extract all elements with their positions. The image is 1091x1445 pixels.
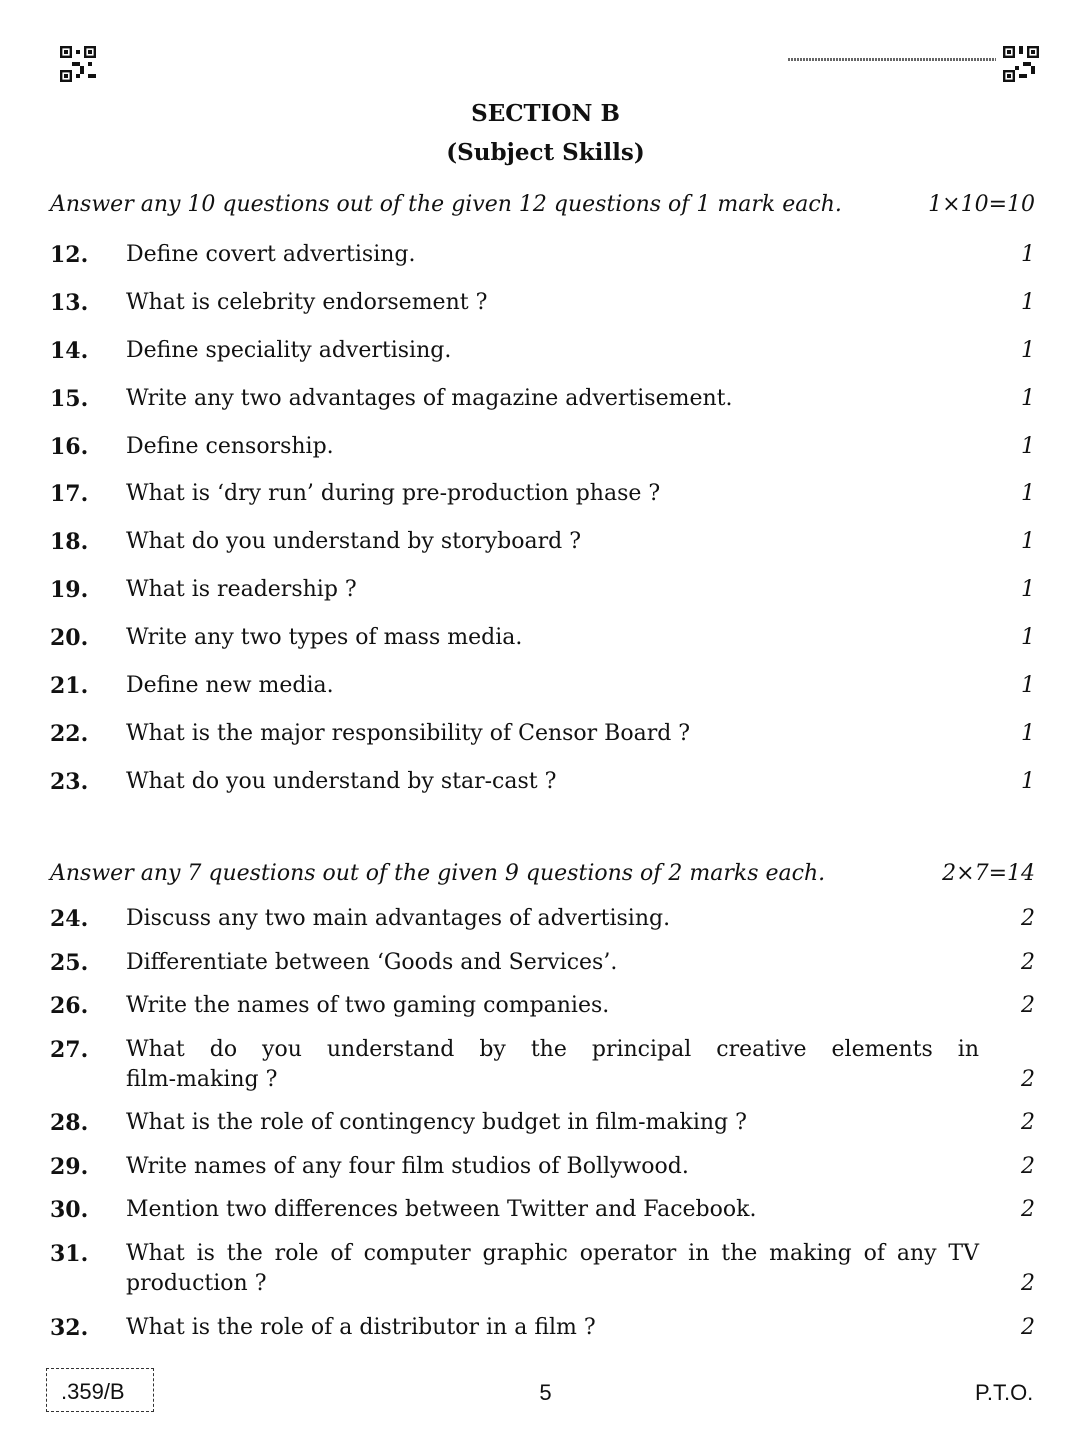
qr-code-left — [60, 46, 96, 82]
question-number: 25. — [50, 950, 89, 976]
question-marks: 2 — [1021, 1315, 1035, 1340]
question-number: 17. — [50, 481, 89, 507]
question-text: Write any two types of mass media. — [126, 625, 523, 650]
question-marks: 2 — [1021, 1197, 1035, 1222]
question-text: What do you understand by star-cast ? — [126, 769, 557, 794]
question-marks: 1 — [1021, 721, 1035, 746]
question-text-line2: film-making ? — [126, 1067, 278, 1092]
question-marks: 2 — [1021, 950, 1035, 975]
question-number: 22. — [50, 721, 89, 747]
question-marks: 2 — [1021, 1271, 1035, 1296]
part2-instruction — [50, 861, 1035, 886]
question-number: 12. — [50, 242, 89, 268]
question-marks: 1 — [1021, 434, 1035, 459]
part2-total-marks: 2×7=14 — [942, 861, 1035, 886]
question-marks: 1 — [1021, 769, 1035, 794]
question-text: Define censorship. — [126, 434, 334, 459]
question-number: 14. — [50, 338, 89, 364]
question-marks: 1 — [1021, 625, 1035, 650]
question-number: 29. — [50, 1154, 89, 1180]
question-text: What is the role of contingency budget in film-making ? — [126, 1110, 747, 1135]
question-marks: 1 — [1021, 577, 1035, 602]
question-number: 31. — [50, 1241, 89, 1267]
part1-instruction-text: Answer any 10 questions out of the given 12 questions of 1 mark each. — [50, 192, 842, 217]
question-marks: 1 — [1021, 529, 1035, 554]
question-text: What is ‘dry run’ during pre-production phase ? — [126, 481, 661, 506]
question-text: Differentiate between ‘Goods and Services’. — [126, 950, 618, 975]
question-text-line2: production ? — [126, 1271, 267, 1296]
question-number: 16. — [50, 434, 89, 460]
question-text: What is celebrity endorsement ? — [126, 290, 488, 315]
question-text: Define new media. — [126, 673, 334, 698]
question-text-line1: What is the role of computer graphic operator in the making of any TV — [126, 1241, 979, 1266]
section-title: SECTION B — [471, 100, 620, 127]
question-text: Write the names of two gaming companies. — [126, 993, 610, 1018]
question-text: Define covert advertising. — [126, 242, 416, 267]
question-text: What is readership ? — [126, 577, 357, 602]
question-marks: 1 — [1021, 242, 1035, 267]
question-text: What do you understand by storyboard ? — [126, 529, 581, 554]
question-marks: 2 — [1021, 906, 1035, 931]
question-text-line1: What do you understand by the principal creative elements in — [126, 1037, 979, 1062]
question-text: Define speciality advertising. — [126, 338, 452, 363]
question-marks: 2 — [1021, 1110, 1035, 1135]
question-marks: 1 — [1021, 481, 1035, 506]
question-number: 27. — [50, 1037, 89, 1063]
question-text: Discuss any two main advantages of advertising. — [126, 906, 671, 931]
question-number: 18. — [50, 529, 89, 555]
question-number: 20. — [50, 625, 89, 651]
part1-instruction — [50, 192, 1035, 217]
question-number: 28. — [50, 1110, 89, 1136]
question-marks: 1 — [1021, 338, 1035, 363]
question-marks: 2 — [1021, 1154, 1035, 1179]
question-number: 21. — [50, 673, 89, 699]
qr-code-right — [1003, 46, 1039, 82]
question-number: 15. — [50, 386, 89, 412]
part1-total-marks: 1×10=10 — [928, 192, 1035, 217]
page-number: 5 — [539, 1380, 552, 1405]
section-subtitle: (Subject Skills) — [446, 139, 645, 166]
question-marks: 1 — [1021, 673, 1035, 698]
question-number: 23. — [50, 769, 89, 795]
question-text: What is the role of a distributor in a film ? — [126, 1315, 596, 1340]
question-number: 32. — [50, 1315, 89, 1341]
question-text: Write names of any four film studios of Bollywood. — [126, 1154, 689, 1179]
question-marks: 2 — [1021, 1067, 1035, 1092]
question-number: 24. — [50, 906, 89, 932]
question-number: 19. — [50, 577, 89, 603]
question-number: 13. — [50, 290, 89, 316]
question-marks: 1 — [1021, 290, 1035, 315]
question-marks: 1 — [1021, 386, 1035, 411]
pto-label: P.T.O. — [975, 1380, 1034, 1405]
part2-instruction-text: Answer any 7 questions out of the given 9 questions of 2 marks each. — [50, 861, 826, 886]
question-text: Mention two differences between Twitter and Facebook. — [126, 1197, 757, 1222]
question-text: What is the major responsibility of Censor Board ? — [126, 721, 691, 746]
question-text: Write any two advantages of magazine advertisement. — [126, 386, 733, 411]
question-number: 30. — [50, 1197, 89, 1223]
question-marks: 2 — [1021, 993, 1035, 1018]
microtext-line — [788, 58, 996, 61]
paper-code: .359/B — [61, 1379, 125, 1404]
question-number: 26. — [50, 993, 89, 1019]
